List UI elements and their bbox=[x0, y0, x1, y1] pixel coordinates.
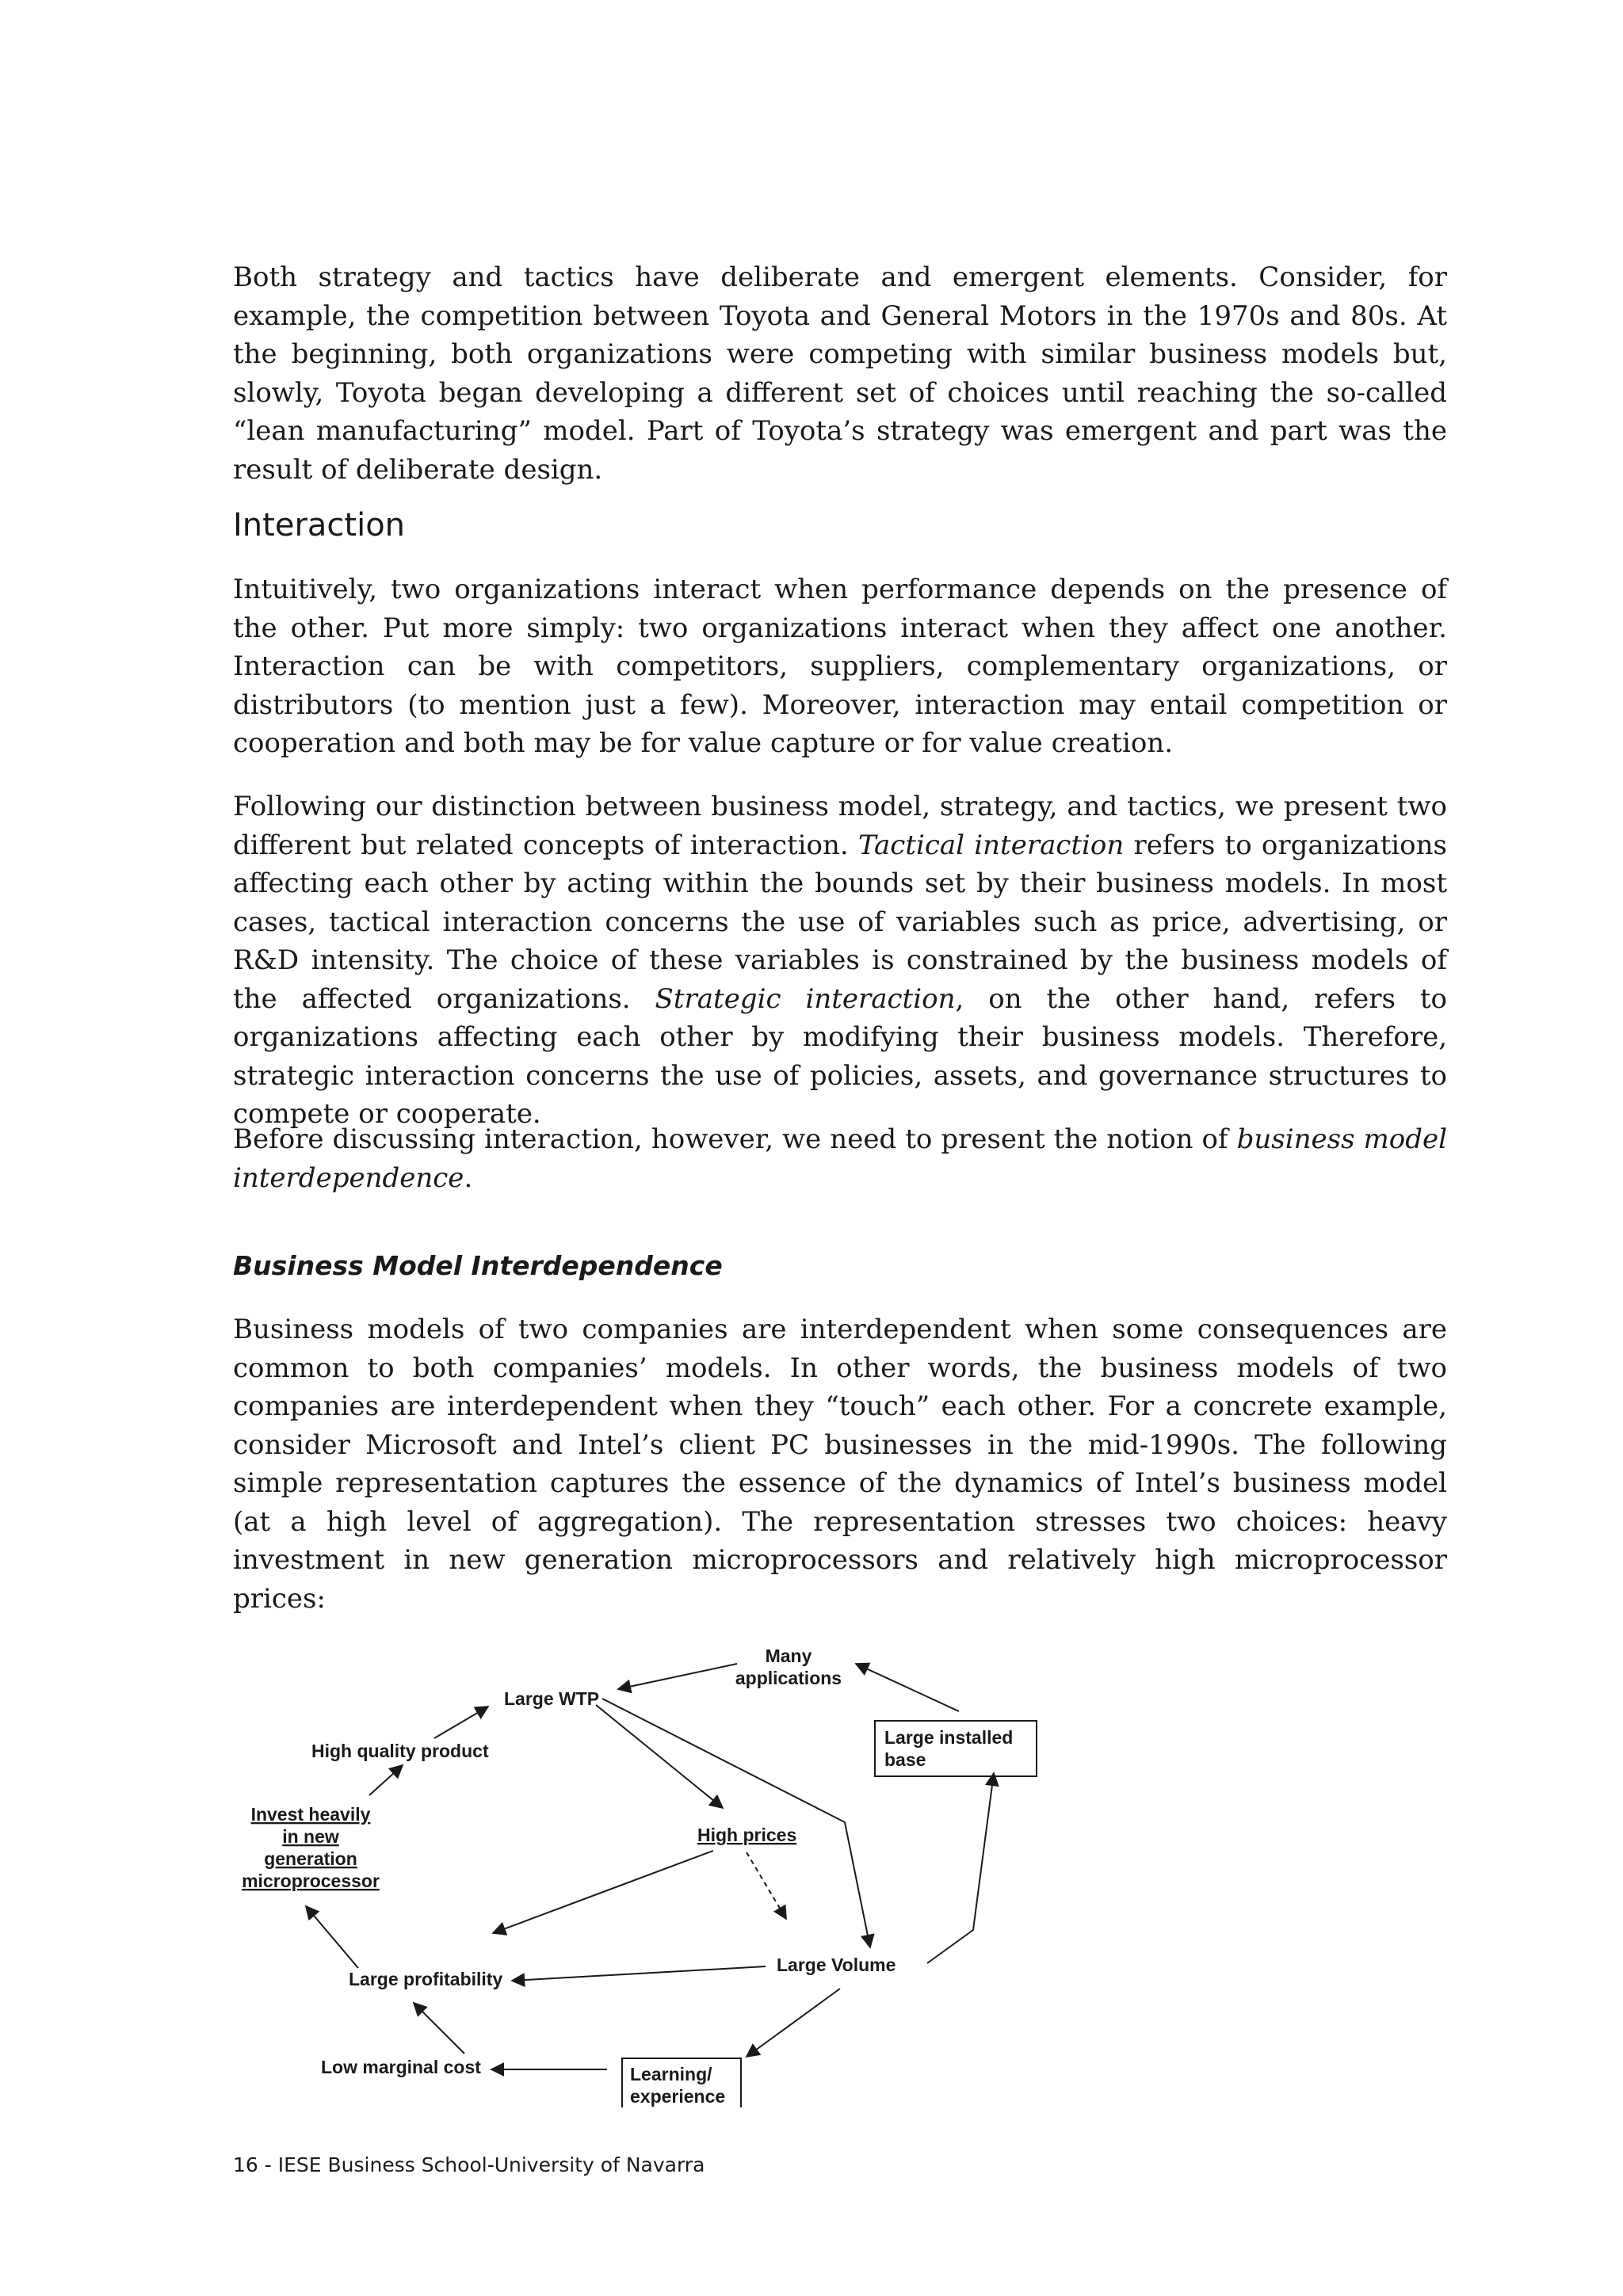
paragraph-interaction-intro: Intuitively, two organizations interact when performance depends on the presence of the other. Put more simply: two organizations interact when they affect one another. Interaction can be with competitors, suppliers, complementary organizations, or distributors (to mention just a few). Moreover, interaction may entail competition or cooperation and both may be for value capture or for value creation. bbox=[233, 574, 1447, 759]
p4-text-a: Before discussing interaction, however, we need to present the notion of bbox=[233, 1123, 1237, 1155]
arrow-invest-to-quality bbox=[369, 1765, 403, 1795]
label-invest-heavily-4: microprocessor bbox=[242, 1871, 380, 1891]
p3-text-b: refers to organizations affecting each other by acting within the bounds set by their business models. In most cases, tactical interaction concerns the use of variables such as price, advertising, or R&D intensity. The choice of these variables is constrained by the business models of the affected organizations. bbox=[233, 829, 1447, 1015]
label-large-installed-base-2: base bbox=[884, 1749, 926, 1770]
arrow-applications-to-wtp bbox=[618, 1664, 737, 1689]
arrow-high-prices-to-profitability bbox=[493, 1851, 713, 1933]
p3-text-c: , on the other hand, refers to organizations affecting each other by modifying their business models. Therefore, strategic interaction concerns the use of policies, assets, and governance structures to compete or cooperate. bbox=[233, 982, 1447, 1130]
paragraph-before-discussing bbox=[233, 1120, 1447, 1197]
arrow-installed-base-to-applications bbox=[856, 1664, 959, 1711]
label-invest-heavily-2: in new bbox=[282, 1826, 339, 1847]
paragraph-tactical-strategic bbox=[233, 788, 1447, 1134]
term-tactical-interaction: Tactical interaction bbox=[857, 829, 1125, 861]
arrow-volume-to-learning bbox=[747, 1989, 840, 2057]
label-large-installed-base-1: Large installed bbox=[884, 1727, 1014, 1748]
arrow-wtp-to-high-prices bbox=[596, 1705, 723, 1808]
label-learning-2: experience bbox=[630, 2086, 726, 2107]
page-footer: 16 - IESE Business School-University of Navarra bbox=[233, 2153, 705, 2176]
p4-text-b: . bbox=[464, 1161, 473, 1194]
paragraph-strategy-tactics: Both strategy and tactics have deliberate and emergent elements. Consider, for example, the competition between Toyota and General Motors in the 1970s and 80s. At the beginning, both organizations were competing with similar business models but, slowly, Toyota began developing a different set of choices until reaching the so-called “lean manufacturing” model. Part of Toyota’s strategy was emergent and part was the result of deliberate design. bbox=[233, 261, 1447, 486]
intel-business-model-diagram bbox=[222, 1632, 1062, 2107]
label-many-applications-1: Many bbox=[765, 1646, 812, 1666]
label-many-applications-2: applications bbox=[735, 1668, 842, 1688]
subheading-business-model-interdependence: Business Model Interdependence bbox=[233, 1250, 723, 1281]
label-large-volume: Large Volume bbox=[777, 1955, 896, 1975]
label-invest-heavily-3: generation bbox=[264, 1848, 357, 1869]
label-invest-heavily-1: Invest heavily bbox=[250, 1804, 371, 1825]
label-high-prices: High prices bbox=[697, 1825, 797, 1845]
label-learning-1: Learning/ bbox=[630, 2064, 712, 2084]
arrow-quality-to-wtp bbox=[434, 1707, 488, 1738]
paragraph-interdependence: Business models of two companies are interdependent when some consequences are common to both companies’ models. In other words, the business models of two companies are interdependent when they “touch” each other. For a concrete example, consider Microsoft and Intel’s client PC businesses in the mid-1990s. The following simple representation captures the essence of the dynamics of Intel’s business model (at a high level of aggregation). The representation stresses two choices: heavy investment in new generation microprocessors and relatively high microprocessor prices: bbox=[233, 1314, 1447, 1615]
arrow-profitability-to-invest bbox=[306, 1906, 358, 1968]
label-large-profitability: Large profitability bbox=[349, 1969, 503, 1989]
arrow-volume-to-installed-base bbox=[927, 1773, 994, 1963]
arrow-low-cost-to-profitability bbox=[414, 2003, 464, 2054]
label-low-marginal-cost: Low marginal cost bbox=[321, 2057, 481, 2077]
p3-text-a: Following our distinction between business model, strategy, and tactics, we present two different but related concepts of interaction. bbox=[233, 791, 1447, 861]
label-high-quality-product: High quality product bbox=[311, 1741, 489, 1761]
term-business-model-interdependence: business model interdependence bbox=[233, 1123, 1447, 1194]
arrow-high-prices-to-volume-dashed bbox=[747, 1852, 786, 1919]
term-strategic-interaction: Strategic interaction bbox=[655, 982, 956, 1015]
arrow-wtp-to-volume bbox=[602, 1699, 870, 1947]
label-large-wtp: Large WTP bbox=[504, 1688, 600, 1709]
arrow-volume-to-profitability bbox=[512, 1966, 766, 1981]
heading-interaction: Interaction bbox=[233, 507, 406, 543]
